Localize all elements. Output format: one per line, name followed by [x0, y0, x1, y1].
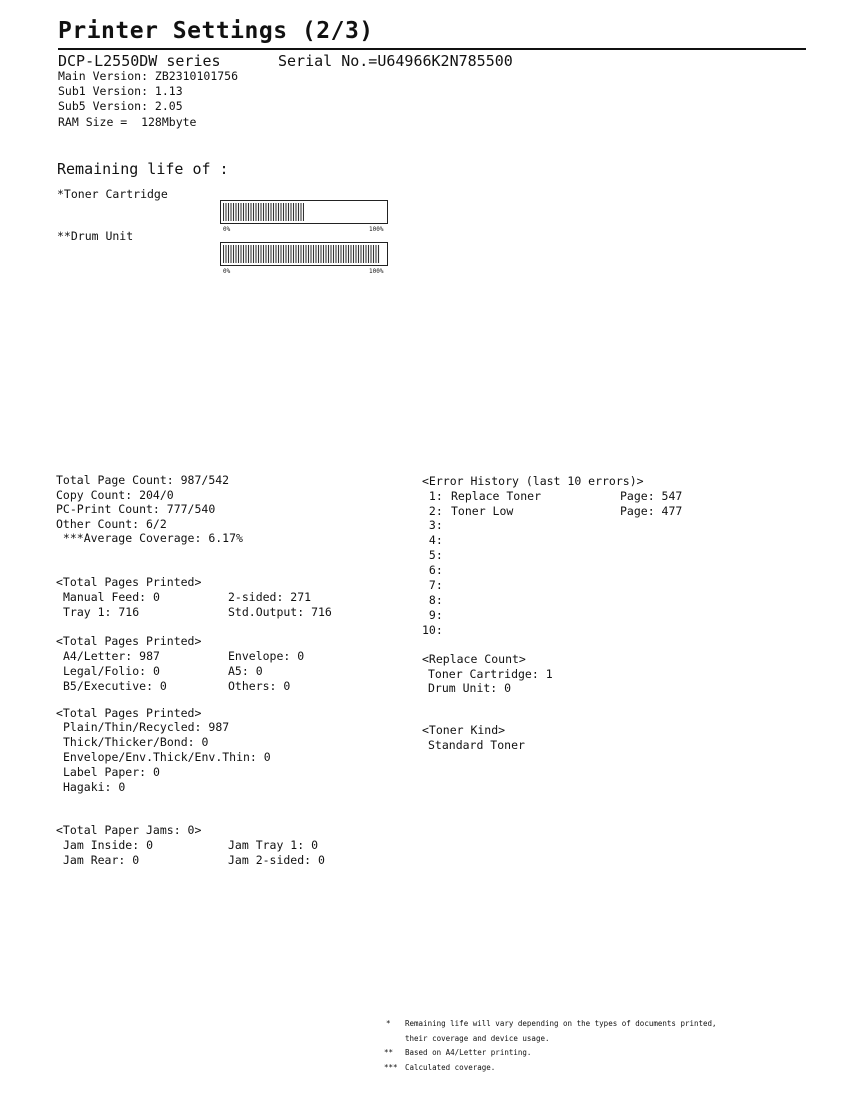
jam-inside-count: Jam Inside: 0 [63, 838, 154, 852]
std-output-count: Std.Output: 716 [228, 605, 332, 619]
toner-kind-value: Standard Toner [428, 738, 525, 752]
pages-by-size-heading: <Total Pages Printed> [56, 634, 202, 648]
drum-scale-max: 100% [369, 268, 384, 275]
sub1-version: Sub1 Version: 1.13 [58, 84, 183, 98]
toner-life-fill [223, 203, 304, 221]
jam-two-sided-count: Jam 2-sided: 0 [228, 853, 325, 867]
legal-folio-count: Legal/Folio: 0 [63, 664, 160, 678]
paper-jams-heading: <Total Paper Jams: 0> [56, 823, 202, 837]
others-size-count: Others: 0 [228, 679, 291, 693]
footnote-mark: *** [384, 1063, 398, 1072]
copy-count: Copy Count: 204/0 [56, 488, 174, 502]
error-row-page: Page: 477 [620, 504, 683, 518]
envelope-media-count: Envelope/Env.Thick/Env.Thin: 0 [63, 750, 271, 764]
toner-scale-min: 0% [223, 226, 231, 233]
other-count: Other Count: 6/2 [56, 517, 167, 531]
page-title: Printer Settings (2/3) [58, 18, 374, 44]
footnote-text: Remaining life will vary depending on the types of documents printed, [405, 1019, 717, 1028]
error-row-number: 9: [422, 608, 443, 622]
error-row-number: 2: [422, 504, 443, 518]
error-row-message: Toner Low [451, 504, 514, 518]
two-sided-count: 2-sided: 271 [228, 590, 312, 604]
a4-letter-count: A4/Letter: 987 [63, 649, 160, 663]
jam-rear-count: Jam Rear: 0 [63, 853, 140, 867]
error-row-page: Page: 547 [620, 489, 683, 503]
tray1-count: Tray 1: 716 [63, 605, 140, 619]
pages-by-media-heading: <Total Pages Printed> [56, 706, 202, 720]
plain-media-count: Plain/Thin/Recycled: 987 [63, 720, 230, 734]
thick-media-count: Thick/Thicker/Bond: 0 [63, 735, 209, 749]
error-row-message: Replace Toner [451, 489, 542, 503]
remaining-life-heading: Remaining life of : [57, 160, 229, 178]
main-version: Main Version: ZB2310101756 [58, 69, 239, 83]
serial-number: Serial No.=U64966K2N785500 [278, 52, 513, 70]
footnote-mark: ** [384, 1048, 394, 1057]
manual-feed-count: Manual Feed: 0 [63, 590, 160, 604]
error-history-heading: <Error History (last 10 errors)> [422, 474, 644, 488]
pages-by-source-heading: <Total Pages Printed> [56, 575, 202, 589]
printer-model: DCP-L2550DW series [58, 52, 221, 70]
drum-unit-label: **Drum Unit [57, 229, 134, 243]
total-page-count: Total Page Count: 987/542 [56, 473, 230, 487]
drum-scale-min: 0% [223, 268, 231, 275]
toner-scale-max: 100% [369, 226, 384, 233]
toner-life-bar [220, 200, 388, 224]
pc-print-count: PC-Print Count: 777/540 [56, 502, 216, 516]
drum-life-fill [223, 245, 380, 263]
error-row-number: 8: [422, 593, 443, 607]
jam-tray1-count: Jam Tray 1: 0 [228, 838, 319, 852]
toner-cartridge-label: *Toner Cartridge [57, 187, 168, 201]
error-row-number: 5: [422, 548, 443, 562]
error-row-number: 1: [422, 489, 443, 503]
drum-replace-count: Drum Unit: 0 [428, 681, 512, 695]
toner-replace-count: Toner Cartridge: 1 [428, 667, 553, 681]
title-divider [58, 48, 806, 50]
error-row-number: 3: [422, 518, 443, 532]
sub5-version: Sub5 Version: 2.05 [58, 99, 183, 113]
hagaki-count: Hagaki: 0 [63, 780, 126, 794]
ram-size: RAM Size = 128Mbyte [58, 115, 197, 129]
drum-life-bar [220, 242, 388, 266]
envelope-size-count: Envelope: 0 [228, 649, 305, 663]
footnote-text: their coverage and device usage. [405, 1034, 550, 1043]
a5-count: A5: 0 [228, 664, 263, 678]
average-coverage: ***Average Coverage: 6.17% [56, 531, 243, 545]
label-paper-count: Label Paper: 0 [63, 765, 160, 779]
error-row-number: 7: [422, 578, 443, 592]
error-row-number: 6: [422, 563, 443, 577]
toner-kind-heading: <Toner Kind> [422, 723, 506, 737]
replace-count-heading: <Replace Count> [422, 652, 526, 666]
error-row-number: 4: [422, 533, 443, 547]
error-row-number: 10: [422, 623, 443, 637]
footnote-text: Calculated coverage. [405, 1063, 496, 1072]
b5-executive-count: B5/Executive: 0 [63, 679, 167, 693]
footnote-text: Based on A4/Letter printing. [405, 1048, 532, 1057]
footnote-mark: * [386, 1019, 391, 1028]
